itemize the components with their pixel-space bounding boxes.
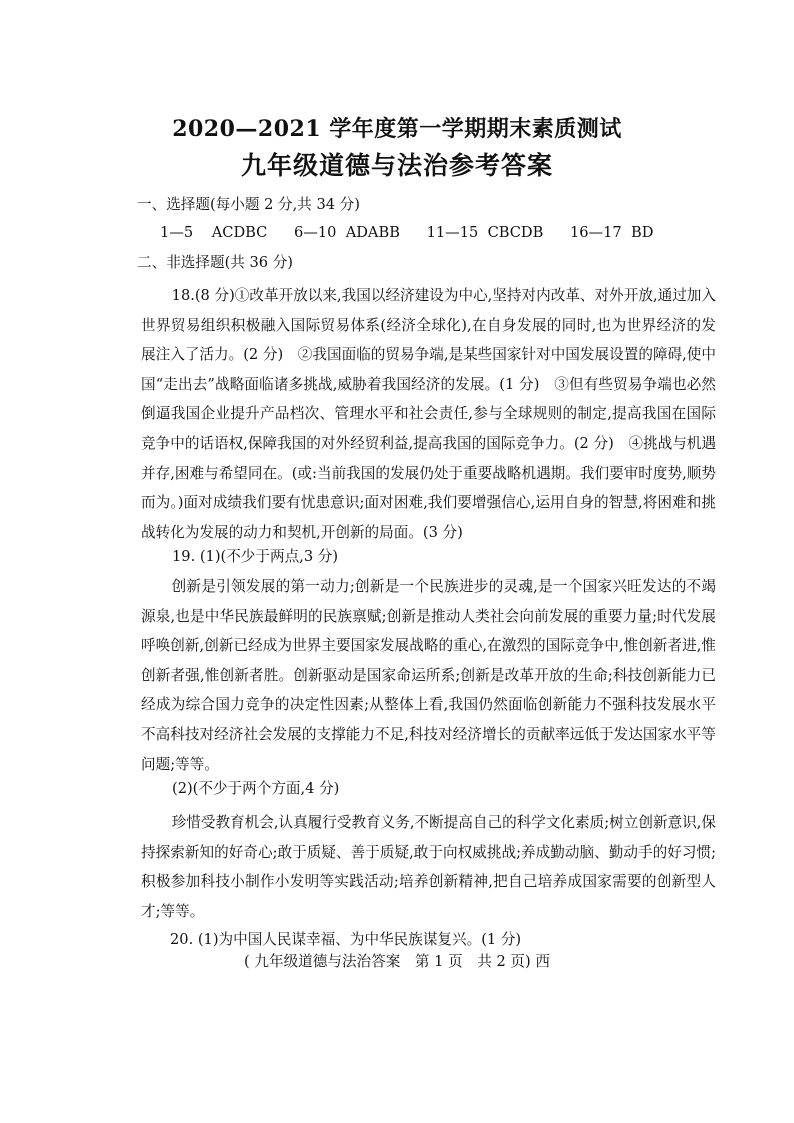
mc-answer: CBCDB <box>487 224 544 241</box>
q18-text: 18.(8 分)①改革开放以来,我国以经济建设为中心,坚持对内改革、对外开放,通过加入世界贸易组织积极融入国际贸易体系(经济全球化),在自身发展的同时,也为世界经济的发展注入了活力。(2 分) ②我国面临的贸易争端,是某些国家针对中国发展设置的障碍,使中国“走出去”战略面临诸多挑战,威胁着我国经济的发展。(1 分) ③但有些贸易争端也必然倒逼我国企业提升产品档次、管理水平和社会责任,参与全球规则的制定,提高我国在国际竞争中的话语权,保障我国的对外经贸利益,提高我国的国际竞争力。(2 分) ④挑战与机遇并存,困难与希望同在。(或:当前我国的发展仍处于重要战略机遇期。我们要审时度势,顺势而为。)面对成绩我们要有忧患意识;面对困难,我们要增强信心,运用自身的智慧,将困难和挑战转化为发展的动力和契机,开创新的局面。(3 分) <box>141 287 716 541</box>
page-title-year-term: 2020—2021 学年度第一学期期末素质测试 <box>172 116 622 142</box>
mc-answer: BD <box>631 224 654 241</box>
mc-range: 16—17 <box>569 224 622 241</box>
mc-range: 11—15 <box>426 224 479 241</box>
q19-part1-text: 创新是引领发展的第一动力;创新是一个民族进步的灵魂,是一个国家兴旺发达的不竭源泉,也是中华民族最鲜明的民族禀赋;创新是推动人类社会向前发展的重要力量;时代发展呼唤创新,创新已经成为世界主要国家发展战略的重心,在激烈的国际竞争中,惟创新者进,惟创新者强,惟创新者胜。创新驱动是国家命运所系;创新是改革开放的生命;科技创新能力已经成为综合国力竞争的决定性因素;从整体上看,我国仍然面临创新能力不强科技发展水平不高科技对经济社会发展的支撑能力不足,科技对经济增长的贡献率远低于发达国家水平等问题;等等。 <box>141 578 716 773</box>
question-20-part1-answer: 20. (1)为中国人民谋幸福、为中华民族谋复兴。(1 分) <box>170 931 522 948</box>
section-2-heading: 二、非选择题(共 36 分) <box>137 254 293 271</box>
mc-range: 6—10 <box>293 224 337 241</box>
question-19-part1-answer <box>141 572 716 779</box>
mc-range: 1—5 <box>160 224 194 241</box>
q19-part2-text: 珍惜受教育机会,认真履行受教育义务,不断提高自己的科学文化素质;树立创新意识,保持探索新知的好奇心;敢于质疑、善于质疑,敢于向权威挑战;养成勤动脑、勤动手的好习惯;积极参加科技小制作小发明等实践活动;培养创新精神,把自己培养成国家需要的创新型人才;等等。 <box>141 814 716 920</box>
question-19-part2-answer <box>141 808 716 926</box>
section-1-heading: 一、选择题(每小题 2 分,共 34 分) <box>137 196 360 213</box>
question-18-answer <box>141 281 716 547</box>
multiple-choice-answers <box>160 223 653 243</box>
mc-answer: ACDBC <box>211 224 268 241</box>
mc-answer: ADABB <box>345 224 400 241</box>
q19-part2-label: (2)(不少于两个方面,4 分) <box>172 780 340 797</box>
q19-part1-label: 19. (1)(不少于两点,3 分) <box>172 548 339 565</box>
page-footer: ( 九年级道德与法治答案 第 1 页 共 2 页) 西 <box>244 953 550 970</box>
page-title-subject: 九年级道德与法治参考答案 <box>240 151 553 180</box>
